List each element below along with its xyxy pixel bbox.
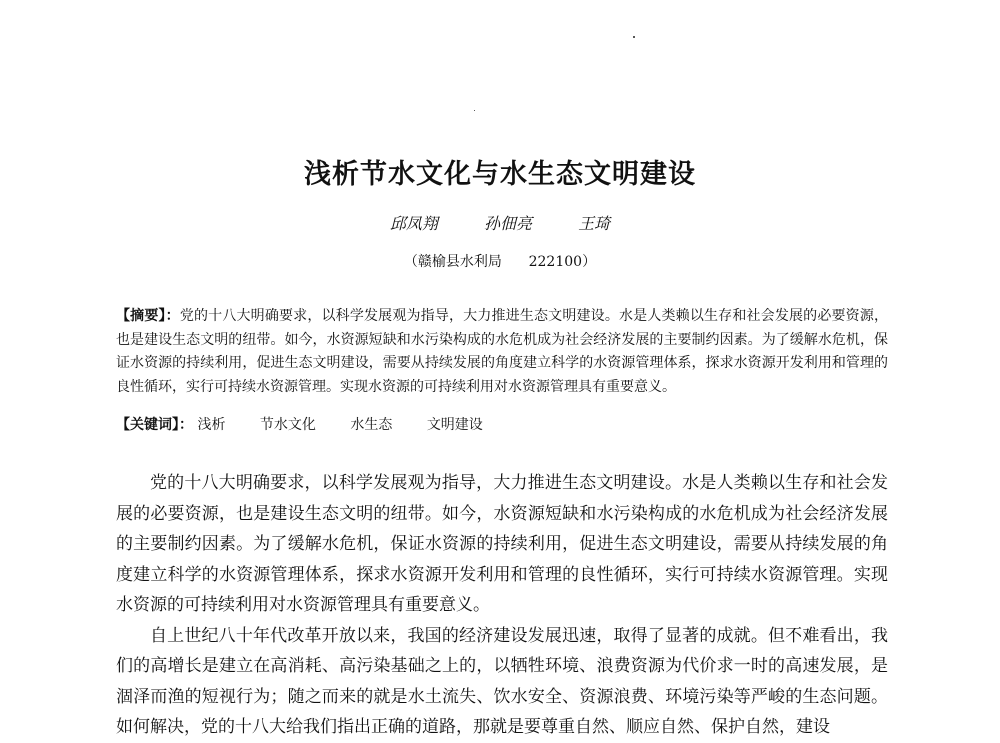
keywords-label: 【关键词】： xyxy=(116,417,193,433)
keyword-item: 浅析 xyxy=(197,417,226,433)
author-list: 邱凤翔 孙佃亮 王琦 xyxy=(389,214,611,233)
abstract-text: 党的十八大明确要求，以科学发展观为指导，大力推进生态文明建设。水是人类赖以生存和社会发展的必要资源，也是建设生态文明的纽带。如今，水资源短缺和水污染构成的水危机成为社会经济发展的主要制约因素。为了缓解水危机，保证水资源的持续利用，促进生态文明建设，需要从持续发展的角度建立科学的水资源管理体系，探求水资源开发利用和管理的良性循环，实行可持续水资源管理。实现水资源的可持续利用对水资源管理具有重要意义。 xyxy=(116,308,889,395)
body-text xyxy=(116,468,888,743)
keywords-block xyxy=(116,414,888,437)
scan-speck xyxy=(474,110,475,111)
affiliation: （赣榆县水利局 222100） xyxy=(403,254,597,270)
body-paragraph: 自上世纪八十年代改革开放以来，我国的经济建设发展迅速，取得了显著的成就。但不难看出，我们的高增长是建立在高消耗、高污染基础之上的，以牺牲环境、浪费资源为代价求一时的高速发展，是涸泽而渔的短视行为；随之而来的就是水土流失、饮水安全、资源浪费、环境污染等严峻的生态问题。如何解决，党的十八大给我们指出正确的道路，那就是要尊重自然、顺应自然、保护自然，建设 xyxy=(116,625,888,737)
paper-title: 浅析节水文化与水生态文明建设 xyxy=(304,159,696,190)
abstract-label: 【摘要】： xyxy=(116,308,180,324)
keyword-item: 节水文化 xyxy=(259,417,316,433)
abstract-block xyxy=(116,305,888,399)
keyword-item: 水生态 xyxy=(350,417,393,433)
scan-speck xyxy=(633,36,635,38)
keyword-item: 文明建设 xyxy=(426,417,483,433)
body-paragraph: 党的十八大明确要求，以科学发展观为指导，大力推进生态文明建设。水是人类赖以生存和社会发展的必要资源，也是建设生态文明的纽带。如今，水资源短缺和水污染构成的水危机成为社会经济发展的主要制约因素。为了缓解水危机，保证水资源的持续利用，促进生态文明建设，需要从持续发展的角度建立科学的水资源管理体系，探求水资源开发利用和管理的良性循环，实行可持续水资源管理。实现水资源的可持续利用对水资源管理具有重要意义。 xyxy=(116,473,888,615)
